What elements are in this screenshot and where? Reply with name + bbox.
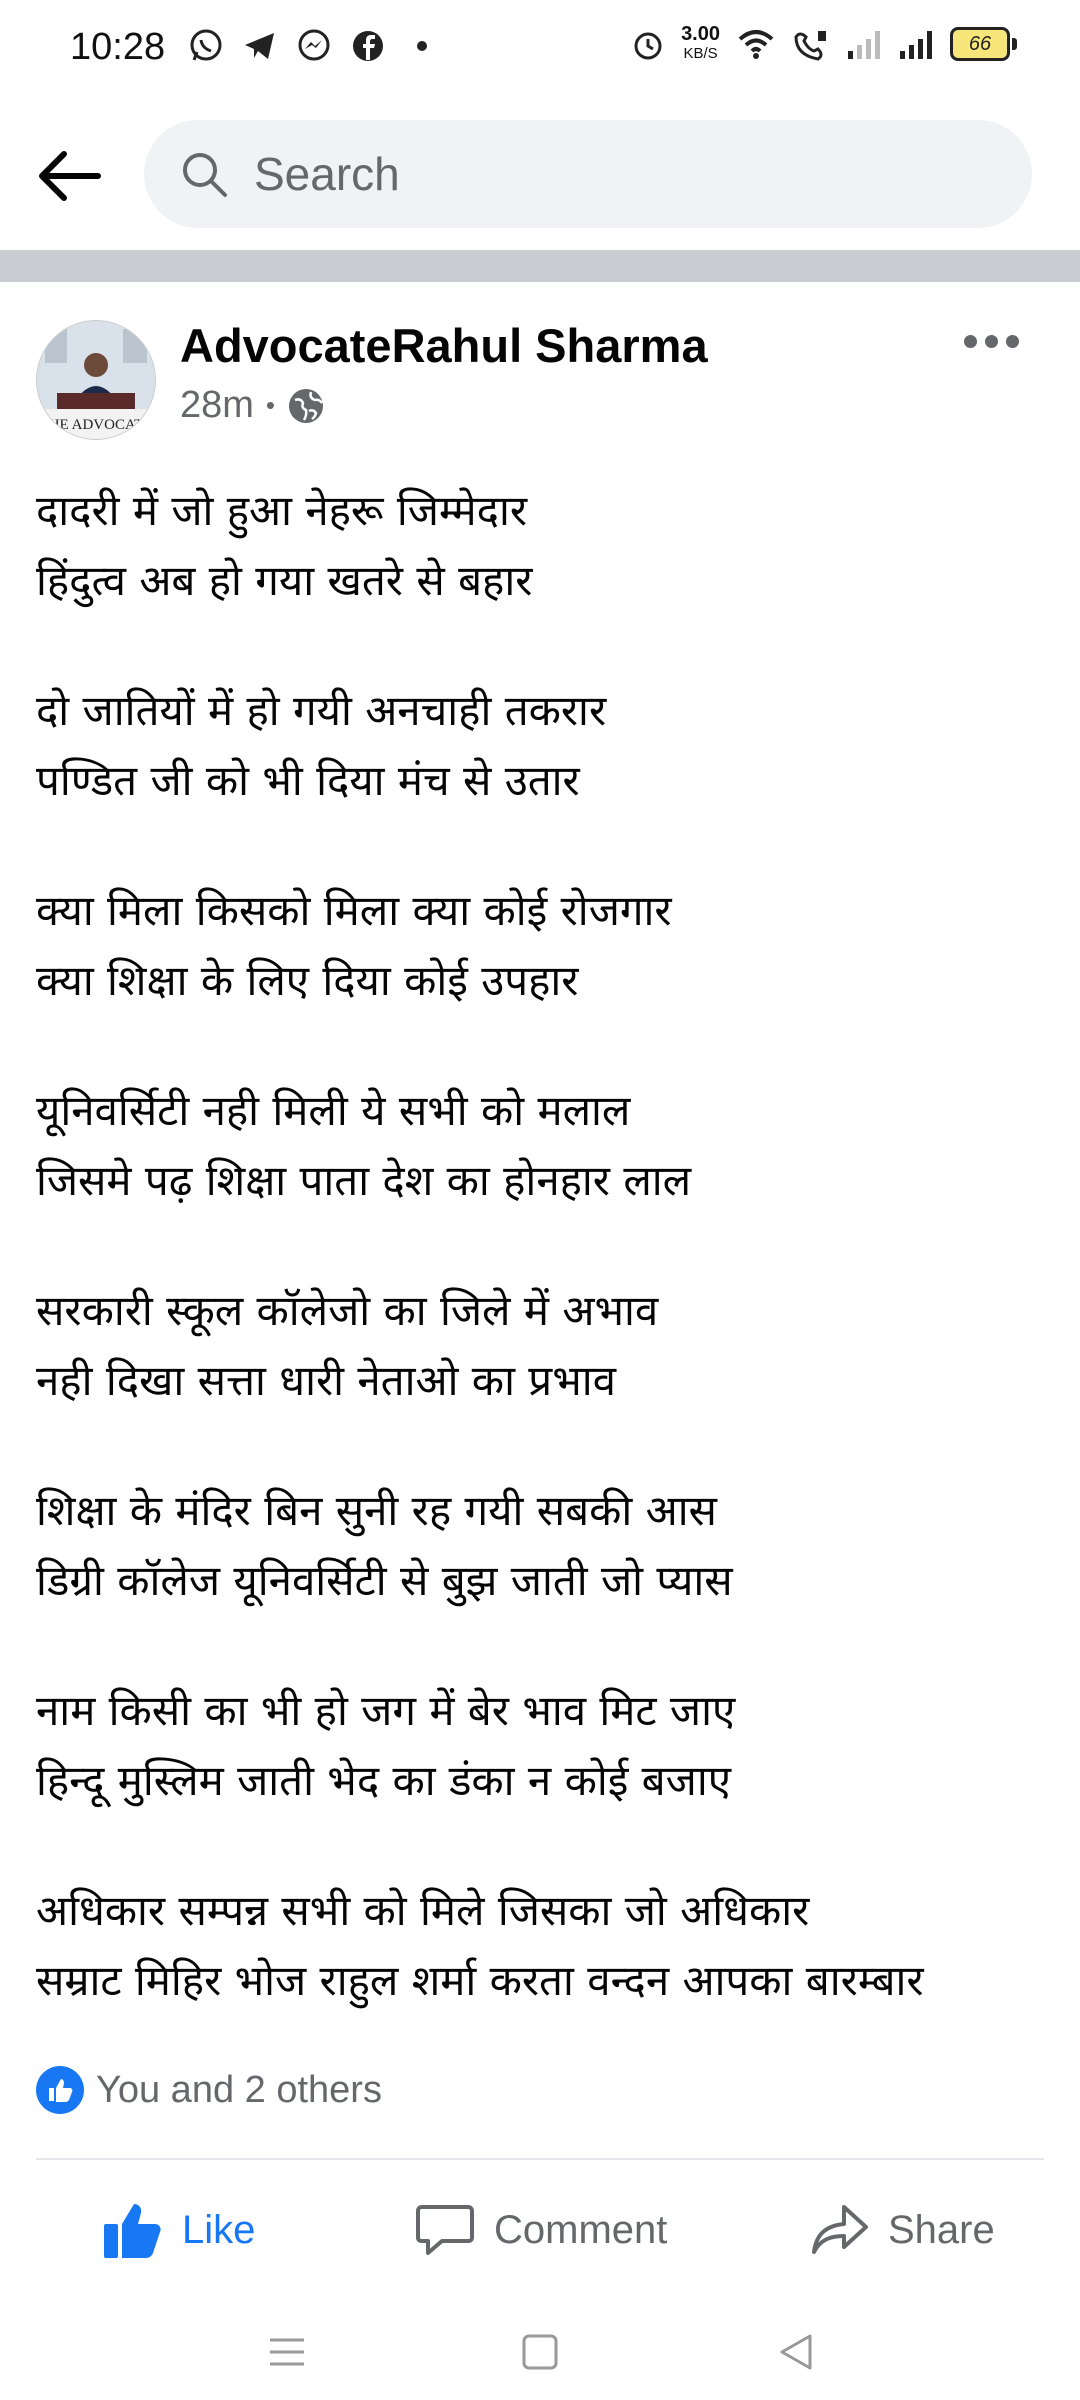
alarm-icon [631, 27, 665, 61]
avatar-image [37, 321, 155, 439]
post-text [36, 476, 1056, 2076]
feed-separator [0, 250, 1080, 282]
notification-icons [188, 28, 440, 64]
like-button[interactable] [100, 2180, 255, 2280]
messenger-icon [296, 28, 332, 64]
like-label: Like [182, 2207, 256, 2252]
svg-text:THE ADVOCATE: THE ADVOCATE [39, 417, 153, 433]
post-time[interactable]: 28m [180, 384, 254, 426]
comment-label: Comment [494, 2207, 668, 2252]
poem-line: पण्डित जी को भी दिया मंच से उतार [36, 756, 580, 805]
search-input[interactable] [252, 146, 1016, 202]
home-nav-icon[interactable] [515, 2330, 565, 2374]
share-label: Share [888, 2207, 995, 2252]
poem-line: दादरी में जो हुआ नेहरू जिम्मेदार [36, 486, 527, 535]
system-nav-bar [0, 2300, 1080, 2400]
reactions-summary[interactable] [36, 2066, 382, 2114]
poem-line: हिन्दू मुस्लिम जाती भेद का डंका न कोई बजाए [36, 1756, 731, 1805]
poem-line: क्या शिक्षा के लिए दिया कोई उपहार [36, 956, 579, 1005]
stanza [36, 1076, 1056, 1216]
meta-separator: • [265, 390, 276, 420]
poem-line: अधिकार सम्पन्न सभी को मिले जिसका जो अधिकार [36, 1886, 810, 1935]
stanza [36, 676, 1056, 816]
post-actions [0, 2180, 1080, 2280]
poem-line: सम्राट मिहिर भोज राहुल शर्मा करता वन्दन आपका बारम्बार [36, 1956, 924, 2005]
comment-button[interactable] [414, 2180, 667, 2280]
poem-line: जिसमे पढ़ शिक्षा पाता देश का होनहार लाल [36, 1156, 692, 1205]
status-right [631, 24, 1010, 64]
reactions-text: You and 2 others [96, 2068, 382, 2111]
search-bar[interactable] [144, 120, 1032, 228]
search-icon [178, 148, 230, 200]
author-name[interactable]: AdvocateRahul Sharma [180, 319, 708, 372]
stanza [36, 876, 1056, 1016]
poem-line: यूनिवर्सिटी नही मिली ये सभी को मलाल [36, 1086, 631, 1135]
network-speed: 3.00 KB/S [681, 23, 720, 62]
more-dot [964, 335, 977, 348]
poem-line: सरकारी स्कूल कॉलेजो का जिले में अभाव [36, 1286, 659, 1335]
poem-line: क्या मिला किसको मिला क्या कोई रोजगार [36, 886, 672, 935]
stanza [36, 1676, 1056, 1816]
whatsapp-icon [188, 28, 224, 64]
post-meta [180, 384, 325, 427]
thumbs-up-icon [100, 2198, 164, 2262]
stanza [36, 476, 1056, 616]
comment-icon [414, 2199, 476, 2261]
menu-nav-icon[interactable] [262, 2330, 312, 2374]
poem-line: डिग्री कॉलेज यूनिवर्सिटी से बुझ जाती जो प्यास [36, 1556, 733, 1605]
search-header [0, 100, 1080, 250]
wifi-icon [736, 27, 776, 61]
more-options-button[interactable] [964, 326, 1024, 356]
poem-line: हिंदुत्व अब हो गया खतरे से बहार [36, 556, 533, 605]
more-notifications-icon [404, 28, 440, 64]
signal-sim1-icon [846, 27, 882, 61]
stanza [36, 1476, 1056, 1616]
status-time: 10:28 [70, 26, 166, 68]
telegram-icon [242, 28, 278, 64]
status-bar [0, 0, 1080, 100]
like-reaction-icon [36, 2066, 84, 2114]
more-dot [1006, 335, 1019, 348]
share-icon [808, 2199, 870, 2261]
actions-divider [36, 2158, 1044, 2160]
volte-icon [792, 27, 830, 61]
poem-line: नही दिखा सत्ता धारी नेताओ का प्रभाव [36, 1356, 616, 1405]
stanza [36, 1276, 1056, 1416]
globe-icon [287, 387, 325, 425]
poem-line: दो जातियों में हो गयी अनचाही तकरार [36, 686, 607, 735]
stanza [36, 1876, 1056, 2016]
battery-indicator: 66 [950, 27, 1010, 61]
share-button[interactable] [808, 2180, 995, 2280]
avatar[interactable] [36, 320, 156, 440]
signal-sim2-icon [898, 27, 934, 61]
poem-line: शिक्षा के मंदिर बिन सुनी रह गयी सबकी आस [36, 1486, 717, 1535]
more-dot [985, 335, 998, 348]
poem-line: नाम किसी का भी हो जग में बेर भाव मिट जाए [36, 1686, 736, 1735]
back-nav-icon[interactable] [772, 2330, 822, 2374]
back-arrow-icon[interactable] [34, 140, 106, 212]
facebook-icon [350, 28, 386, 64]
